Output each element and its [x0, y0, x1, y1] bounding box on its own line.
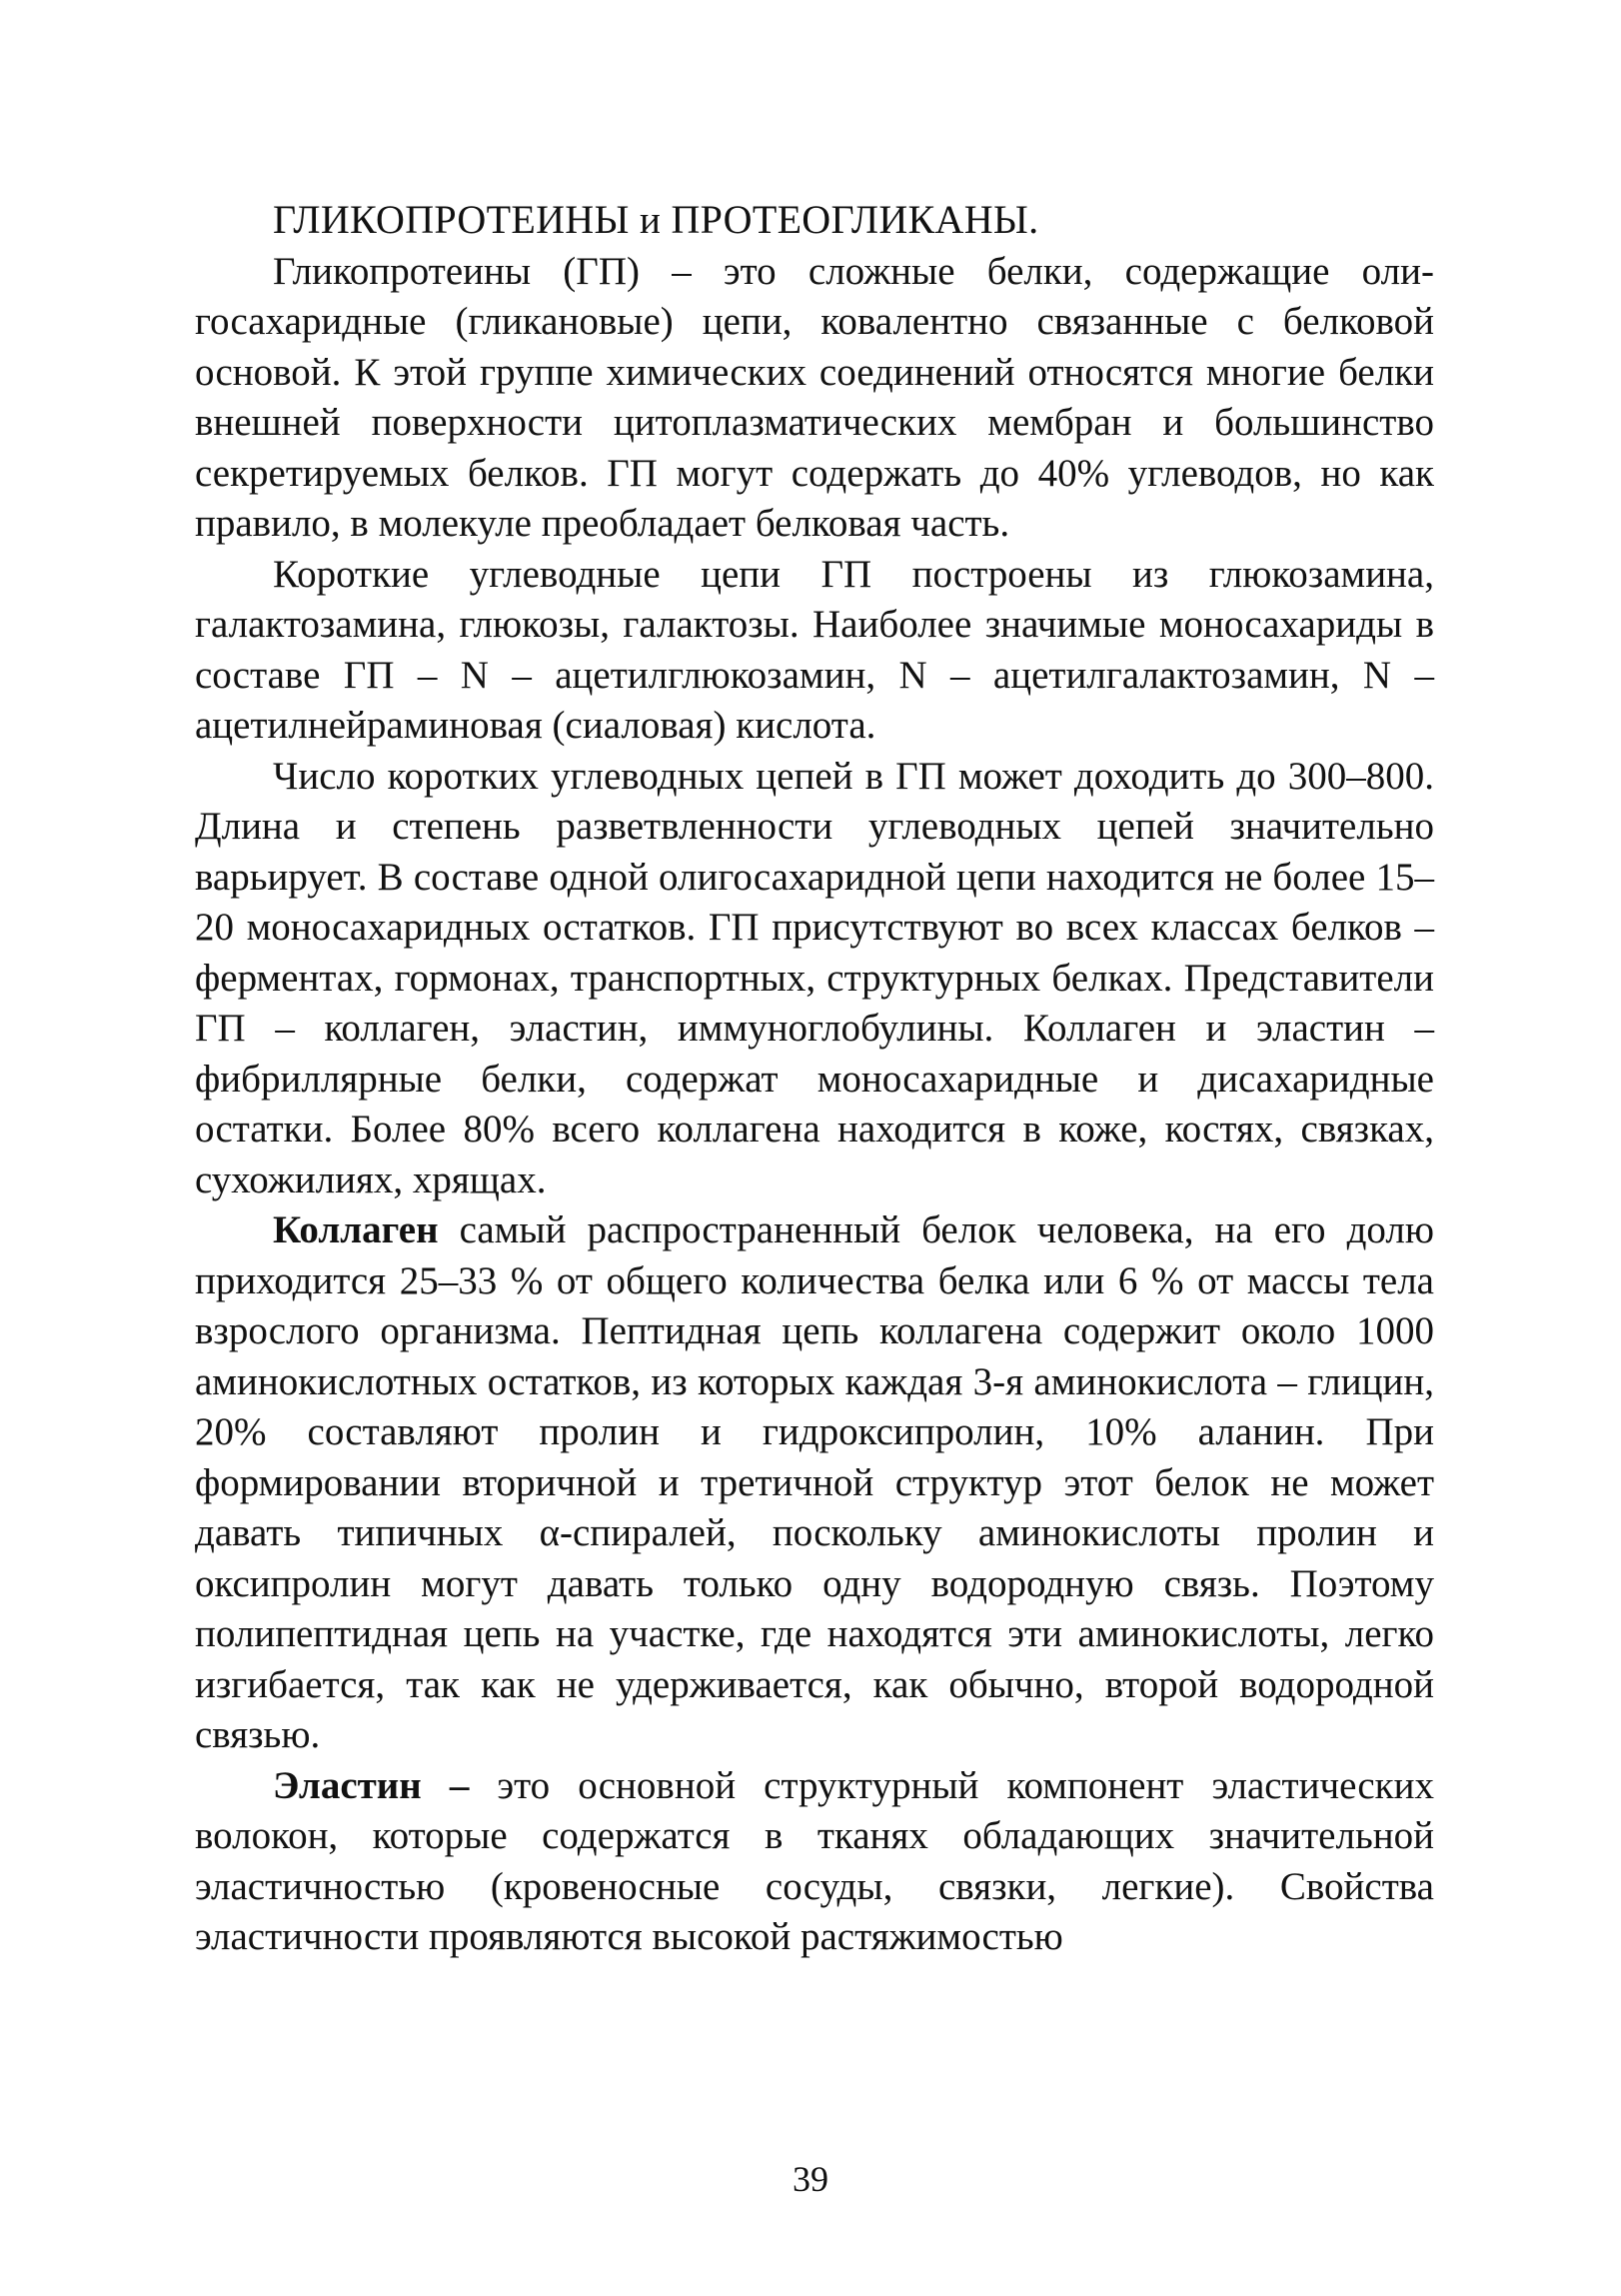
paragraph-elastin	[195, 1761, 1434, 1963]
paragraph-text: Гликопротеины (ГП) – это сложные белки, содержащие олигосахаридные (гликановые) цепи, ковалентно связанные с белковой основой. К этой группе химических соединений относятся многие белки внешней поверхности цитоплазматических мембран и большинство секретируемых белков. ГП могут содержать до 40% углеводов, но как правило, в молекуле преобладает белковая часть.	[195, 249, 1434, 545]
heading-part-2: и	[639, 199, 662, 242]
section-heading	[195, 195, 1434, 247]
paragraph-text: самый распространенный белок человека, на его долю приходится 25–33 % от общего количества белка или 6 % от массы тела взрослого организма. Пептидная цепь коллагена содержит около 1000 аминокислотных остатков, из которых каждая 3-я аминокислота – глицин, 20% составляют пролин и гидроксипролин, 10% аланин. При формировании вторичной и третичной структур этот белок не может давать типичных α-спиралей, поскольку аминокислоты пролин и оксипролин могут давать только одну водородную связь. Поэтому полипептидная цепь на участке, где находятся эти аминокислоты, легко изгибается, так как не удерживается, как обычно, второй водородной связью.	[195, 1208, 1434, 1756]
term-elastin: Эластин –	[273, 1763, 470, 1807]
page-number: 39	[793, 2159, 828, 2199]
paragraph-chain-count	[195, 752, 1434, 1206]
paragraph-text: Число коротких углеводных цепей в ГП может доходить до 300–800. Длина и степень разветвленности углеводных цепей значительно варьирует. В составе одной олигосахаридной цепи находится не более 15–20 моносахаридных остатков. ГП присутствуют во всех классах белков – ферментах, гормонах, транспортных, структурных белках. Представители ГП – коллаген, эластин, иммуноглобулины. Коллаген и эластин – фибриллярные белки, содержат моносахаридные и дисахаридные остатки. Более 80% всего коллагена находится в коже, костях, связках, сухожилиях, хрящах.	[195, 754, 1434, 1201]
paragraph-carbohydrate-chains	[195, 550, 1434, 752]
paragraph-glycoproteins-definition	[195, 247, 1434, 550]
heading-part-1: ГЛИКОПРОТЕИНЫ	[273, 197, 630, 242]
paragraph-text: Короткие углеводные цепи ГП построены из глюкозамина, галактозамина, глюкозы, галактозы. Наиболее значимые моносахариды в составе ГП – N – ацетилглюкозамин, N – ацетилгалактозамин, N – ацетилнейраминовая (сиаловая) кислота.	[195, 552, 1434, 747]
heading-part-3: ПРОТЕОГЛИКАНЫ.	[671, 197, 1039, 242]
text-column	[195, 195, 1434, 1963]
term-collagen: Коллаген	[273, 1208, 439, 1251]
paragraph-collagen	[195, 1205, 1434, 1761]
paragraph-text: это основной структурный компонент эластических волокон, которые содержатся в тканях обладающих значительной эластичностью (кровеносные сосуды, связки, легкие). Свойства эластичности проявляются высокой растяжимостью	[195, 1763, 1434, 1958]
